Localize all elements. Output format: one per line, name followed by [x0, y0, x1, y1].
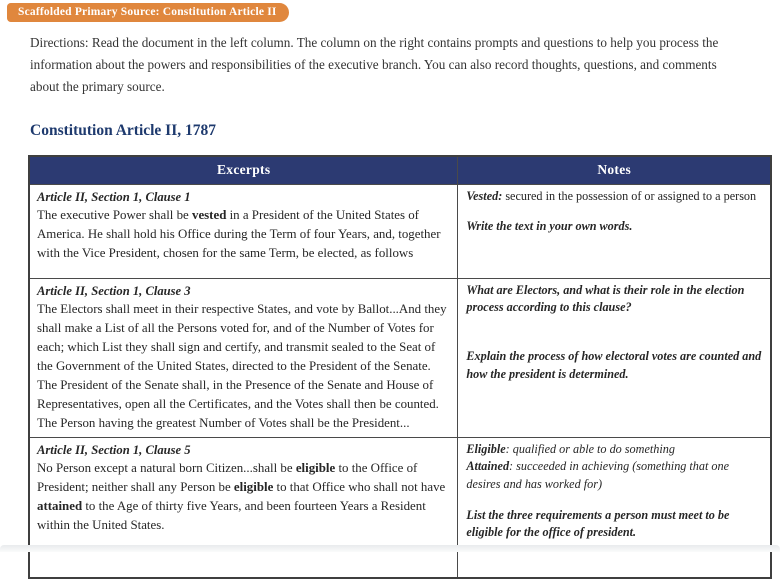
directions-text: Directions: Read the document in the left column. The column on the right contains prompts and questions to help you process the information about the powers and responsibilities of the executive branch. You can also record thoughts, questions, and comments about the primary source.: [30, 35, 719, 95]
table-row: [29, 437, 771, 578]
excerpt-cell: [29, 184, 458, 278]
excerpt-cell: [29, 437, 458, 578]
clause-title: Article II, Section 1, Clause 3: [37, 283, 191, 298]
note-paragraph: List the three requirements a person must meet to be eligible for the office of president.: [466, 507, 730, 540]
note-paragraph: Explain the process of how electoral votes are counted and how the president is determined.: [466, 348, 762, 381]
worksheet-table: [28, 155, 772, 579]
source-badge: Scaffolded Primary Source: Constitution Article II: [7, 3, 289, 22]
table-header: [29, 156, 771, 185]
column-header-notes: Notes: [458, 156, 771, 185]
page-title: Constitution Article II, 1787: [30, 121, 216, 139]
table-body: [29, 184, 771, 578]
notes-cell: [458, 184, 771, 278]
column-header-excerpts: Excerpts: [29, 156, 458, 185]
excerpt-cell: [29, 278, 458, 437]
clause-title: Article II, Section 1, Clause 5: [37, 442, 191, 457]
table-row: [29, 278, 771, 437]
excerpt-text: No Person except a natural born Citizen...shall be eligible to the Office of President; neither shall any Person be eligible to that Office who shall not have attained to the Age of thirty five Years, and been fourteen Years a Resident within the United States.: [37, 460, 446, 532]
note-paragraph: Attained: succeeded in achieving (something that one desires and has worked for): [466, 459, 730, 491]
notes-cell: [458, 278, 771, 437]
note-paragraph: Eligible: qualified or able to do something: [466, 441, 675, 456]
clause-title: Article II, Section 1, Clause 1: [37, 189, 191, 204]
note-paragraph: Vested: secured in the possession of or assigned to a person: [466, 188, 757, 203]
excerpt-text: The executive Power shall be vested in a President of the United States of America. He shall hold his Office during the Term of four Years, and, together with the Vice President, chosen for the same Term, be elected, as follows: [37, 207, 441, 260]
note-paragraph: What are Electors, and what is their role in the election process according to this clause?: [466, 282, 745, 315]
table-row: [29, 184, 771, 278]
excerpt-text: The Electors shall meet in their respective States, and vote by Ballot...And they shall make a List of all the Persons voted for, and of the Number of Votes for each; which List they shall sign and certify, and transmit sealed to the Seat of the Government of the United States, directed to the President of the Senate. The President of the Senate shall, in the Presence of the Senate and House of Representatives, open all the Certificates, and the Votes shall then be counted. The Person having the greatest Number of Votes shall be the President...: [37, 301, 447, 430]
note-paragraph: Write the text in your own words.: [466, 219, 633, 234]
page-bottom-edge: [0, 545, 780, 552]
notes-cell: [458, 437, 771, 578]
